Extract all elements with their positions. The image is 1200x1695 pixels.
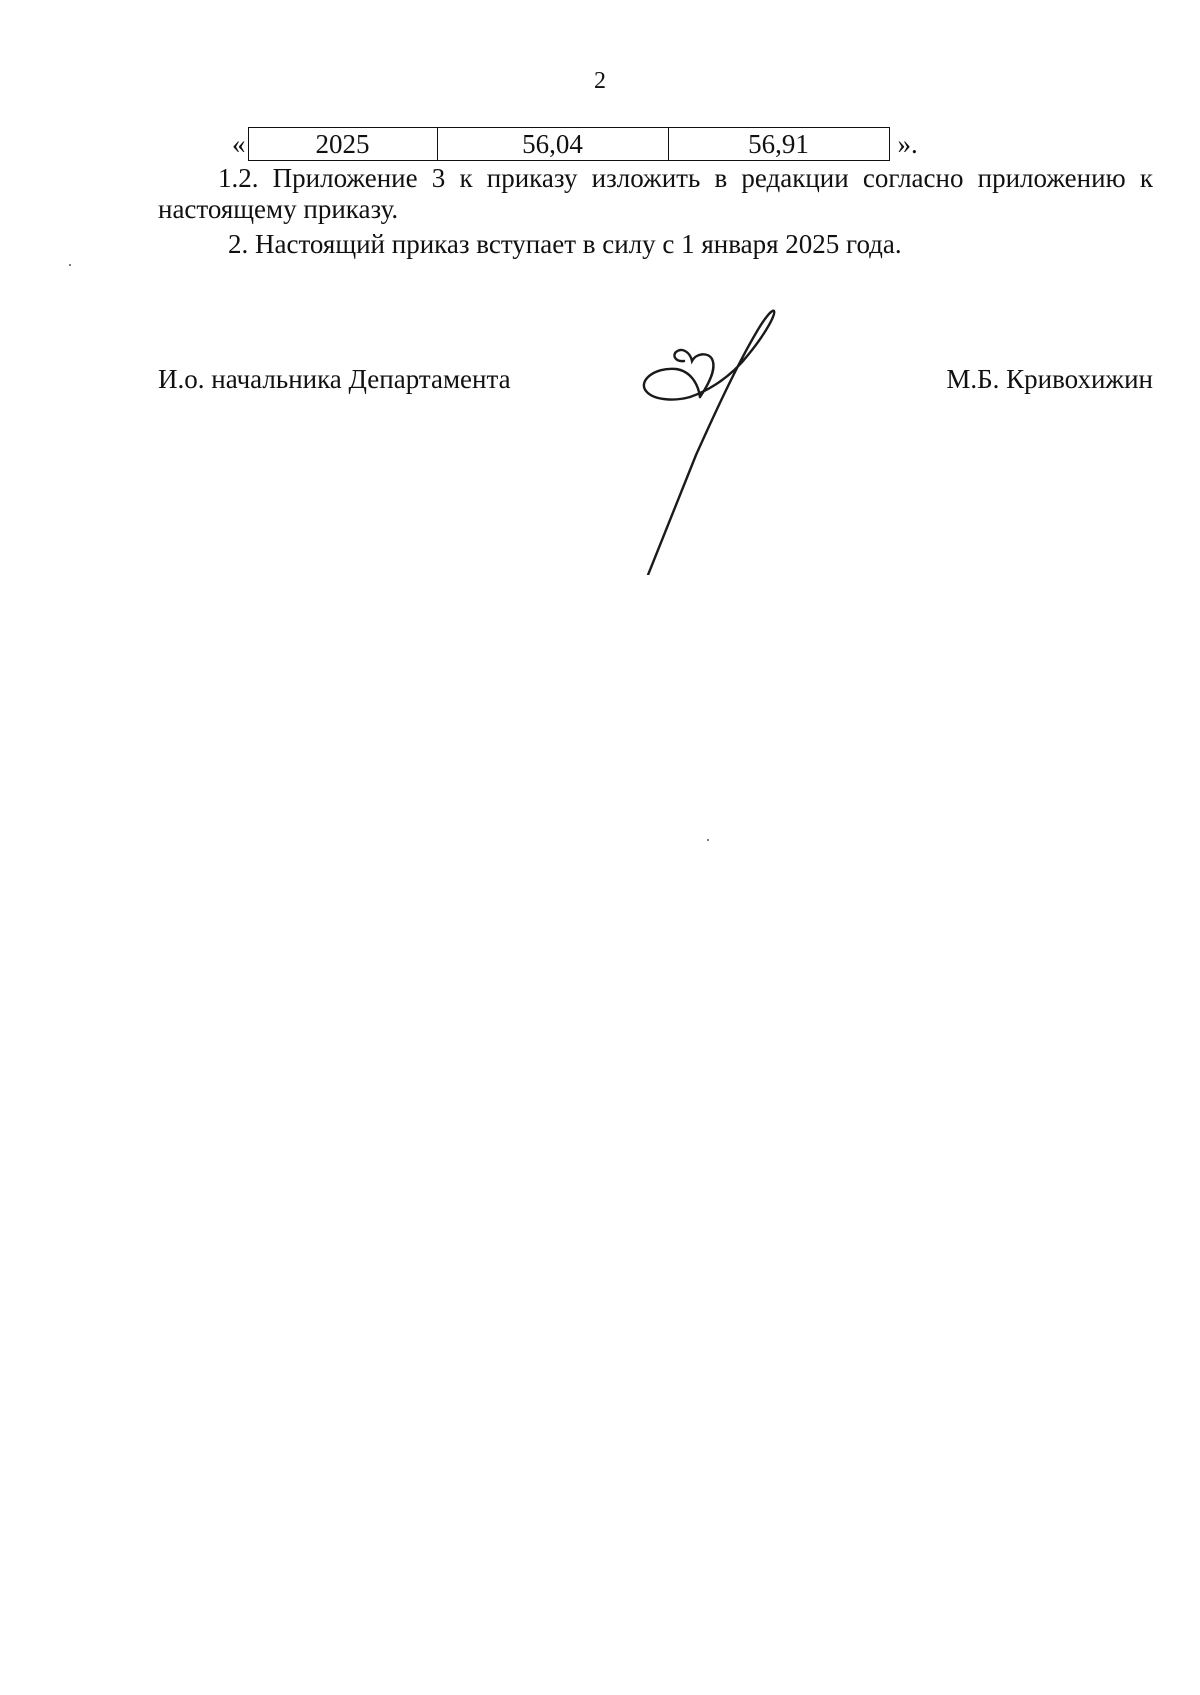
- tariff-table-row: [232, 126, 918, 162]
- signatory-name: М.Б. Кривохижин: [946, 364, 1153, 394]
- handwritten-signature: [636, 305, 836, 575]
- paragraph-1-2: 1.2. Приложение 3 к приказу изложить в редакции согласно приложению к настоящему приказу.: [158, 163, 1153, 224]
- table-cell-year: 2025: [248, 128, 437, 161]
- page-number: 2: [594, 68, 606, 94]
- table-cell-value-2: 56,91: [668, 128, 889, 161]
- scan-speck: [707, 839, 709, 841]
- open-quote: «: [232, 129, 246, 159]
- tariff-table: [248, 127, 890, 161]
- table-cell-value-1: 56,04: [437, 128, 668, 161]
- scan-speck: [69, 264, 71, 266]
- signatory-position: И.о. начальника Департамента: [158, 364, 511, 394]
- paragraph-2: 2. Настоящий приказ вступает в силу с 1 января 2025 года.: [228, 229, 902, 259]
- close-quote: ».: [897, 129, 918, 159]
- table-row: [248, 128, 889, 161]
